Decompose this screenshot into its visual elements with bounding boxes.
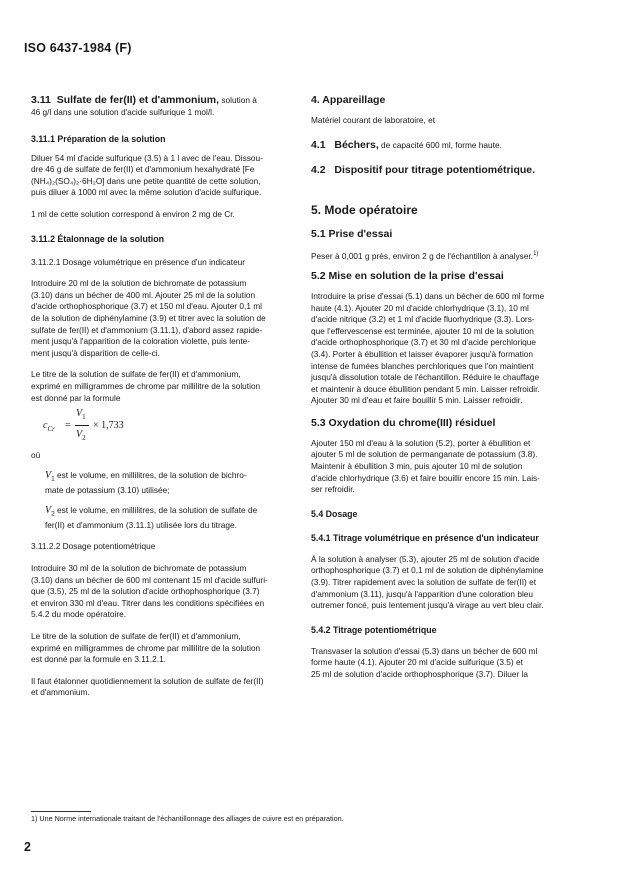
section-number: 3.11 bbox=[31, 94, 51, 106]
formula-factor: × 1,733 bbox=[93, 420, 124, 432]
formula-numerator: $V_1$ bbox=[76, 408, 86, 422]
paragraph-line: jusqu'à dissolution totale de l'échantillon. Réduire le chauffage bbox=[311, 372, 540, 383]
paragraph-line: que l'effervescense est terminée, ajouter 10 ml de la solution bbox=[311, 325, 534, 336]
paragraph-line: Introduire la prise d'essai (5.1) dans un bécher de 600 ml forme bbox=[311, 290, 545, 301]
section-5-3-heading: 5.3 Oxydation du chrome(III) résiduel bbox=[311, 416, 496, 429]
paragraph-line: ment jusqu'à l'apparition de la coloration violette, puis lente- bbox=[31, 336, 251, 347]
paragraph-line: fer(II) et d'ammonium (3.11.1) utilisée lors du titrage. bbox=[45, 519, 237, 530]
paragraph-line: (3.4). Porter à ébullition et laisser évaporer jusqu'à formation bbox=[311, 348, 534, 359]
section-4-1-item: 4.1 Béchers, de capacité 600 ml, forme haute. bbox=[311, 138, 502, 151]
section-5-1-heading: 5.1 Prise d'essai bbox=[311, 227, 393, 240]
paragraph-line: forme haute (4.1). Ajouter 20 ml d'acide sulfurique (3.5) et bbox=[311, 657, 523, 668]
paragraph-line: Ajouter 30 ml d'eau et faire bouillir 5 min. Laisser refroidir. bbox=[311, 395, 523, 406]
paragraph-line: (3.10) dans un bécher de 400 ml. Ajouter 25 ml de la solution bbox=[31, 289, 256, 300]
where-label: où bbox=[31, 450, 41, 461]
paragraph-line: dre 46 g de sulfate de fer(II) et d'ammonium hexahydraté [Fe bbox=[31, 164, 255, 175]
section-3-11-2-1-heading: 3.11.2.1 Dosage volumétrique en présence d'un indicateur bbox=[31, 256, 246, 267]
page-number: 2 bbox=[24, 840, 31, 854]
paragraph-line: ajouter 5 ml de solution de permanganate de potassium (3.8). bbox=[311, 449, 538, 460]
document-header: ISO 6437-1984 (F) bbox=[24, 41, 132, 55]
formula-lhs: $c_{Cr}$ bbox=[43, 420, 55, 434]
section-5-4-1-heading: 5.4.1 Titrage volumétrique en présence d'un indicateur bbox=[311, 532, 539, 543]
paragraph-line: mate de potassium (3.10) utilisée; bbox=[45, 484, 170, 495]
section-3-11-1-heading: 3.11.1 Préparation de la solution bbox=[31, 133, 166, 144]
paragraph-line: Le titre de la solution de sulfate de fer(II) et d'ammonium, bbox=[31, 630, 241, 641]
paragraph-line: orthophosphorique (3.7) et 0,1 ml de solution de diphénylamine bbox=[311, 565, 544, 576]
paragraph-line: Introduire 20 ml de la solution de bichromate de potassium bbox=[31, 278, 247, 289]
footnote: 1) Une Norme internationale traitant de l'échantillonnage des alliages de cuivre est en préparation. bbox=[31, 814, 344, 823]
section-3-11-2-2-heading: 3.11.2.2 Dosage potentiométrique bbox=[31, 541, 156, 552]
paragraph-line: 1 ml de cette solution correspond à environ 2 mg de Cr. bbox=[31, 208, 235, 219]
paragraph-line: est donné par la formule bbox=[31, 392, 121, 403]
paragraph-line: d'acide orthophosphorique (3.7) et 150 ml d'eau. Ajouter 0,1 ml bbox=[31, 301, 263, 312]
section-3-11-line2: 46 g/l dans une solution d'acide sulfurique 1 mol/l. bbox=[31, 107, 215, 117]
paragraph-line: Maintenir à ébullition 3 min, puis ajouter 10 ml de solution bbox=[311, 461, 523, 472]
paragraph-line: sulfate de fer(II) et d'ammonium (3.11.1), d'abord assez rapide- bbox=[31, 324, 263, 335]
paragraph-line: ser refroidir. bbox=[311, 484, 355, 495]
right-column bbox=[311, 94, 593, 681]
section-title-rest: solution à bbox=[219, 95, 257, 105]
section-5-4-heading: 5.4 Dosage bbox=[311, 508, 358, 519]
paragraph-line: Matériel courant de laboratoire, et bbox=[311, 115, 436, 125]
section-3-11-2-heading: 3.11.2 Étalonnage de la solution bbox=[31, 233, 164, 244]
paragraph-line: Introduire 30 ml de la solution de bichromate de potassium bbox=[31, 562, 247, 573]
paragraph-line: haute (4.1). Ajouter 20 ml d'acide chlorhydrique (3.1), 10 ml bbox=[311, 302, 529, 313]
paragraph-line: Le titre de la solution de sulfate de fer(II) et d'ammonium, bbox=[31, 369, 241, 380]
paragraph-line: outremer foncé, puis lentement jusqu'à virage au vert bleu clair. bbox=[311, 600, 544, 611]
paragraph-line: Diluer 54 ml d'acide sulfurique (3.5) à 1 l avec de l'eau. Dissou- bbox=[31, 152, 263, 163]
paragraph-line: (3.9). Titrer rapidement avec la solution de sulfate de fer(II) et bbox=[311, 577, 537, 588]
paragraph-line: À la solution à analyser (5.3), ajouter 25 ml de solution d'acide bbox=[311, 553, 540, 564]
paragraph-line: de la solution de diphénylamine (3.9) et titrer avec la solution de bbox=[31, 312, 266, 323]
paragraph-line: exprimé en milligrammes de chrome par millilitre de la solution bbox=[31, 380, 261, 391]
paragraph-line: et maintenir à douce ébullition pendant 5 min. Laisser refroidir. bbox=[311, 383, 540, 394]
section-5-4-2-heading: 5.4.2 Titrage potentiométrique bbox=[311, 624, 437, 635]
paragraph-line: 25 ml de solution d'acide orthophosphorique (3.7). Diluer la bbox=[311, 669, 528, 680]
section-4-heading: 4. Appareillage bbox=[311, 94, 386, 106]
paragraph-line: d'acide orthophosphorique (3.7) et 30 ml d'acide perchlorique bbox=[311, 337, 537, 348]
paragraph-line: d'acide nitrique (3.2) et 1 ml d'acide fluorhydrique (3.3). Lors- bbox=[311, 314, 535, 325]
paragraph-line: d'acide chlorhydrique (3.6) et faire bouillir encore 15 min. Lais- bbox=[311, 472, 540, 483]
paragraph-line: Peser à 0,001 g près, environ 2 g de l'échantillon à analyser.$^{1)}$ bbox=[311, 250, 539, 261]
paragraph-line: Transvaser la solution d'essai (5.3) dans un bécher de 600 ml bbox=[311, 645, 538, 656]
footnote-reference: 1) bbox=[533, 250, 539, 257]
paragraph-line: (3.10) dans un bécher de 600 ml contenant 15 ml d'acide sulfuri- bbox=[31, 574, 268, 585]
fraction-bar bbox=[75, 425, 89, 426]
section-title: Sulfate de fer(II) et d'ammonium, bbox=[56, 94, 220, 106]
titre-formula bbox=[31, 404, 292, 450]
variable-v1-definition: $V_1$ est le volume, en millilitres, de la solution de bichro- bbox=[45, 469, 247, 483]
paragraph-line: 5.4.2 du mode opératoire. bbox=[31, 609, 127, 620]
paragraph-line: que (3.5), 25 ml de la solution d'acide orthophosphorique (3.7) bbox=[31, 586, 260, 597]
paragraph-line: (NH₄)₂(SO₄)₂·6H₂O] dans une petite quantité de cette solution, bbox=[31, 175, 261, 186]
paragraph-line: et d'ammonium. bbox=[31, 687, 90, 698]
paragraph-line: ment jusqu'à disparition de celle-ci. bbox=[31, 347, 160, 358]
paragraph-line: et environ 330 ml d'eau. Titrer dans les conditions spécifiées en bbox=[31, 597, 265, 608]
paragraph-line: Ajouter 150 ml d'eau à la solution (5.2), porter à ébullition et bbox=[311, 437, 531, 448]
footnote-divider bbox=[31, 811, 91, 812]
section-3-11-heading bbox=[31, 94, 292, 107]
section-4-2-item: 4.2 Dispositif pour titrage potentiométrique. bbox=[311, 163, 536, 176]
paragraph-line: Il faut étalonner quotidiennement la solution de sulfate de fer(II) bbox=[31, 675, 264, 686]
paragraph-line: puis diluer à 1000 ml avec la même solution d'acide sulfurique. bbox=[31, 187, 262, 198]
formula-equals: = bbox=[65, 420, 71, 432]
formula-denominator: $V_2$ bbox=[76, 429, 86, 443]
paragraph-line: exprimé en milligrammes de chrome par millilitre de la solution bbox=[31, 642, 261, 653]
paragraph-line: est donné par la formule en 3.11.2.1. bbox=[31, 654, 166, 665]
paragraph-line: intense de fumées blanches perchloriques que l'on maintient bbox=[311, 360, 534, 371]
section-5-2-heading: 5.2 Mise en solution de la prise d'essai bbox=[311, 269, 504, 282]
variable-v2-definition: $V_2$ est le volume, en millilitres, de la solution de sulfate de bbox=[45, 504, 258, 518]
left-column bbox=[31, 94, 292, 699]
section-5-heading: 5. Mode opératoire bbox=[311, 202, 418, 217]
paragraph-line: d'ammonium (3.11), jusqu'à l'apparition d'une coloration bleu bbox=[311, 588, 534, 599]
